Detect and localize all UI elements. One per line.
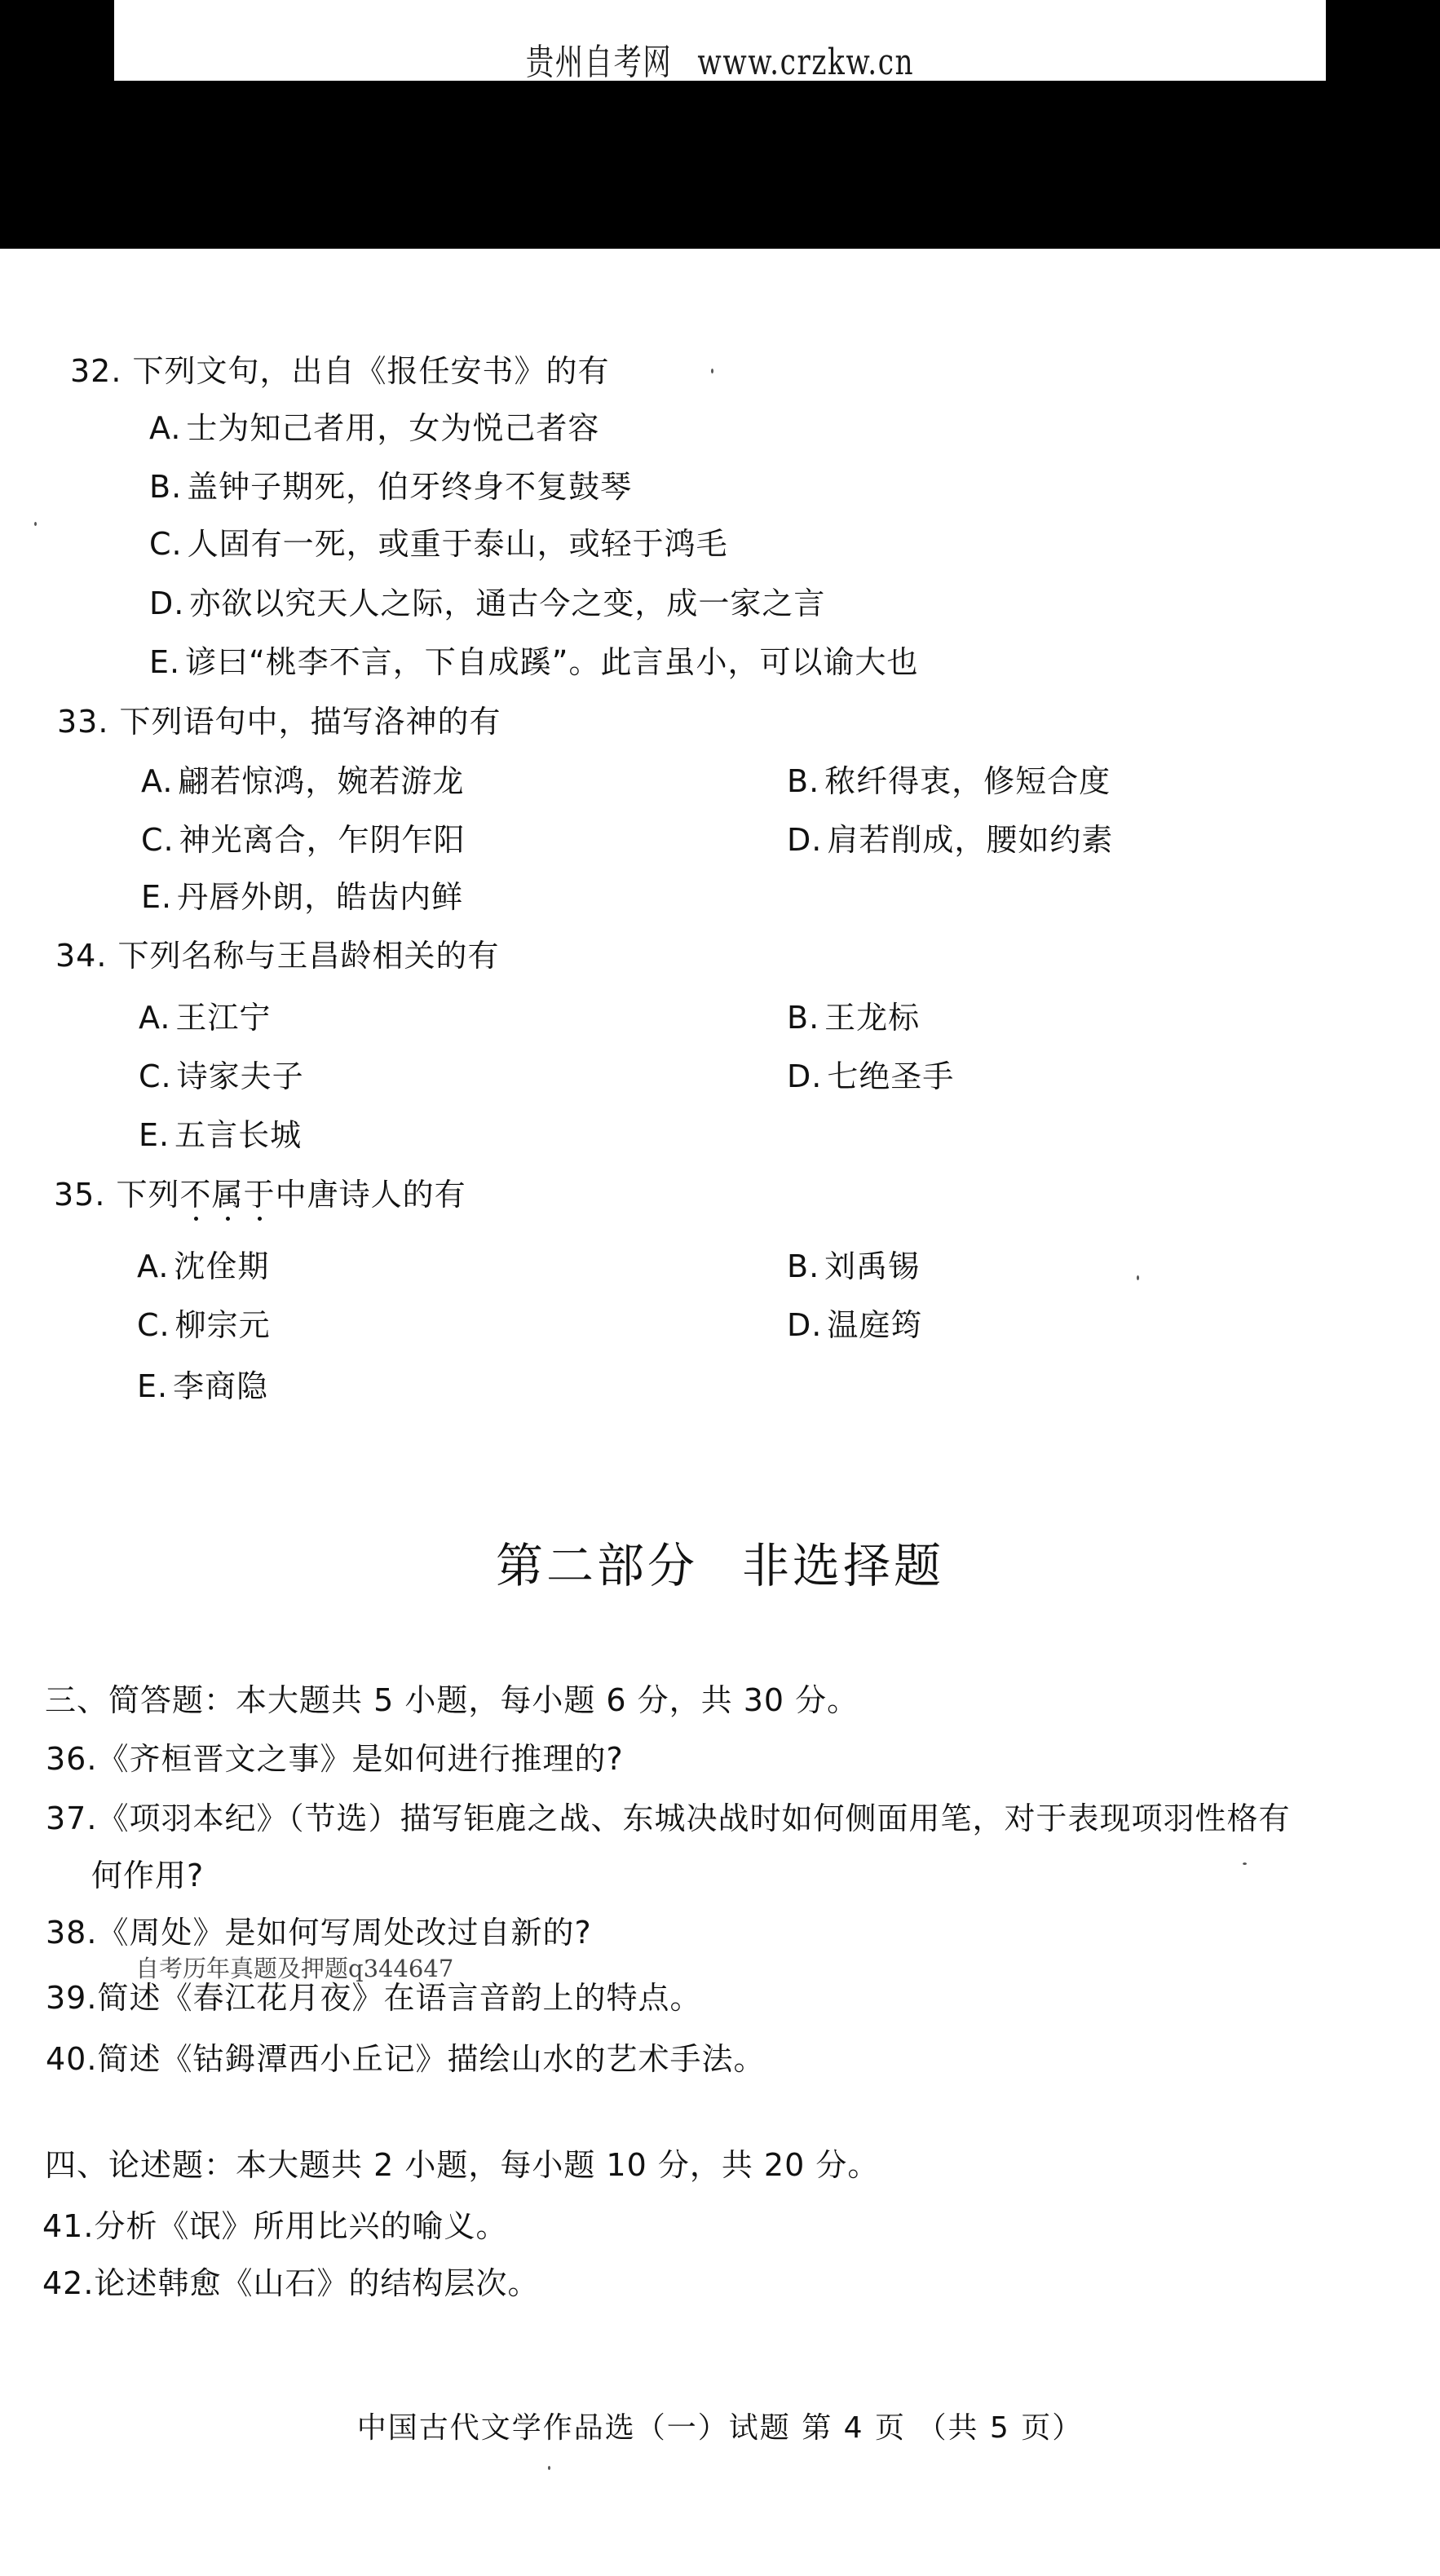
- question-33-option-e: E. 丹唇外朗，皓齿内鲜: [141, 879, 464, 915]
- question-38: [46, 1915, 592, 1951]
- watermark-text: 自考历年真题及押题q344647: [135, 1955, 454, 1982]
- question-35-stem: [54, 1177, 466, 1213]
- question-33-option-a: A. 翩若惊鸿，婉若游龙: [141, 763, 465, 799]
- question-32-option-a: A. 士为知己者用，女为悦己者容: [149, 410, 600, 446]
- question-number: 40.: [46, 2041, 98, 2077]
- question-text: 下列名称与王昌龄相关的有: [117, 938, 500, 974]
- scan-speck: [34, 522, 37, 526]
- question-text: 简述《钴鉧潭西小丘记》描绘山水的艺术手法。: [97, 2041, 766, 2077]
- question-33-option-c: C. 神光离合，乍阴乍阳: [141, 822, 466, 858]
- question-text: 《齐桓晋文之事》是如何进行推理的?: [97, 1741, 624, 1777]
- scan-speck: [548, 2466, 550, 2470]
- question-text: 论述韩愈《山石》的结构层次。: [94, 2265, 540, 2301]
- emphasis-char: 属: [211, 1177, 244, 1213]
- question-33-option-d: D. 肩若削成，腰如约素: [787, 822, 1114, 858]
- question-text: 下列文句，出自《报任安书》的有: [132, 353, 610, 389]
- question-number: 39.: [46, 1980, 98, 2016]
- question-35-option-a: A. 沈佺期: [137, 1248, 270, 1284]
- scan-speck: [1243, 1862, 1247, 1865]
- site-watermark-header: [114, 0, 1326, 81]
- question-number: 42.: [42, 2265, 95, 2301]
- emphasis-char: 不: [179, 1177, 212, 1213]
- question-36: [46, 1741, 624, 1777]
- question-37: [46, 1801, 1290, 1836]
- question-text: 简述《春江花月夜》在语言音韵上的特点。: [97, 1980, 702, 2016]
- scan-speck: [711, 369, 713, 373]
- question-34-option-d: D. 七绝圣手: [787, 1058, 955, 1094]
- question-35-option-c: C. 柳宗元: [137, 1307, 271, 1343]
- site-name: 贵州自考网: [525, 42, 673, 81]
- question-32-option-e: E. 谚曰“桃李不言，下自成蹊”。此言虽小，可以谕大也: [149, 644, 919, 680]
- question-text: 下列语句中，描写洛神的有: [119, 704, 501, 740]
- emphasis-char: 于: [243, 1177, 276, 1213]
- question-number: 32.: [70, 353, 122, 389]
- question-text: 分析《氓》所用比兴的喻义。: [94, 2208, 508, 2244]
- question-text: 《周处》是如何写周处改过自新的?: [97, 1915, 592, 1951]
- question-number: 41.: [42, 2208, 95, 2244]
- question-39: [46, 1980, 701, 2016]
- section-3-heading: 三、简答题：本大题共 5 小题，每小题 6 分，共 30 分。: [45, 1682, 859, 1718]
- question-33-stem: [57, 704, 501, 740]
- question-42: [42, 2265, 539, 2301]
- question-34-option-a: A. 王江宁: [139, 1000, 272, 1036]
- page-number: 第 4 页: [802, 2411, 906, 2445]
- question-35-option-e: E. 李商隐: [137, 1368, 269, 1404]
- question-number: 37.: [46, 1801, 98, 1836]
- scan-speck: [1137, 1275, 1139, 1280]
- part-two-title: 第二部分 非选择题: [495, 1538, 945, 1593]
- question-32-option-c: C. 人固有一死，或重于泰山，或轻于鸿毛: [149, 526, 728, 562]
- question-32-stem: [70, 353, 610, 389]
- site-watermark-text: [247, 42, 1192, 81]
- question-35-option-d: D. 温庭筠: [787, 1307, 923, 1343]
- question-text: 下列不属于中唐诗人的有: [116, 1177, 466, 1213]
- question-text: 《项羽本纪》（节选）描写钜鹿之战、东城决战时如何侧面用笔，对于表现项羽性格有: [97, 1801, 1291, 1836]
- question-41: [42, 2208, 507, 2244]
- page-total: （共 5 页）: [917, 2411, 1084, 2445]
- question-32-option-b: B. 盖钟子期死，伯牙终身不复鼓琴: [149, 469, 633, 505]
- page-footer: [0, 2411, 1440, 2446]
- question-number: 33.: [57, 704, 109, 740]
- site-url: www.crzkw.cn: [697, 42, 915, 81]
- course-title: 中国古代文学作品选（一）试题: [356, 2411, 791, 2445]
- question-32-option-d: D. 亦欲以究天人之际，通古今之变，成一家之言: [149, 585, 826, 621]
- question-number: 38.: [46, 1915, 98, 1951]
- question-34-option-e: E. 五言长城: [139, 1117, 303, 1153]
- question-35-option-b: B. 刘禹锡: [787, 1248, 921, 1284]
- question-number: 35.: [54, 1177, 106, 1213]
- section-4-heading: 四、论述题：本大题共 2 小题，每小题 10 分，共 20 分。: [45, 2147, 880, 2183]
- question-number: 34.: [55, 938, 108, 974]
- question-40: [46, 2041, 765, 2077]
- question-number: 36.: [46, 1741, 98, 1777]
- question-34-stem: [55, 938, 500, 974]
- question-37-continuation: 何作用?: [91, 1858, 205, 1893]
- question-34-option-c: C. 诗家夫子: [139, 1058, 304, 1094]
- question-34-option-b: B. 王龙标: [787, 1000, 921, 1036]
- question-33-option-b: B. 秾纤得衷，修短合度: [787, 763, 1111, 799]
